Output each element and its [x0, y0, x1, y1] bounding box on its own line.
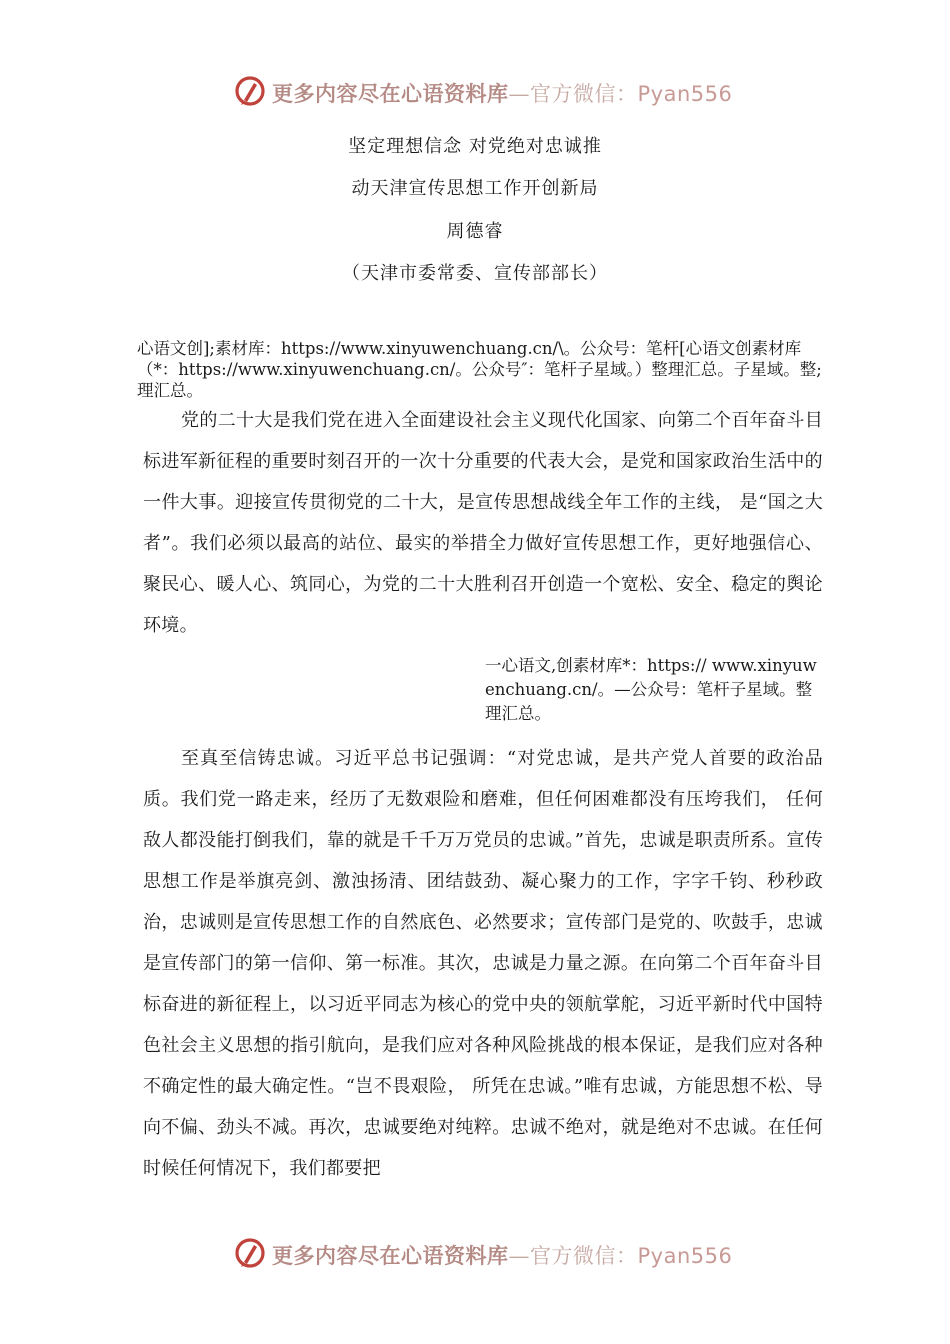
banner-label: 官方微信：: [530, 1244, 638, 1268]
brush-logo-icon: [234, 1236, 266, 1270]
brush-logo-icon: [234, 74, 266, 108]
banner-separator: —: [508, 82, 530, 106]
body-paragraph-2: 至真至信铸忠诚。习近平总书记强调：“对党忠诚，是共产党人首要的政治品质。我们党一路走来，经历了无数艰险和磨难，但任何困难都没有压垮我们， 任何敌人都没能打倒我们，靠的就是千千万万党员的忠诚。”首先，忠诚是职责所系。宣传思想工作是举旗亮剑、激浊扬清、团结鼓劲、凝心聚力的工作，字字千钧、秒秒政治，忠诚则是宣传思想工作的自然底色、必然要求；宣传部门是党的、吹鼓手，忠诚是宣传部门的第一信仰、第一标准。其次，忠诚是力量之源。在向第二个百年奋斗目标奋进的新征程上，以习近平同志为核心的党中央的领航掌舵，习近平新时代中国特色社会主义思想的指引航向，是我们应对各种风险挑战的根本保证，是我们应对各种不确定性的最大确定性。“岂不畏艰险， 所凭在忠诚。”唯有忠诚，方能思想不松、导向不偏、劲头不减。再次，忠诚要绝对纯粹。忠诚不绝对，就是绝对不忠诚。在任何时候任何情况下，我们都要把: [143, 748, 823, 1179]
banner-slogan: 更多内容尽在心语资料库: [272, 81, 509, 106]
banner-text: [272, 1240, 732, 1270]
banner-separator: —: [508, 1244, 530, 1268]
watermark-paragraph: 心语文创];素材库：https://www.xinyuwenchuang.cn/\。公众号：笔杆[心语文创素材库（*：https://www.xinyuwenchuang.cn/。公众号″：笔杆子星域。）整理汇总。子星域。整;理汇总。: [137, 339, 822, 400]
banner-label: 官方微信：: [530, 82, 638, 106]
banner-account: Pyan556: [637, 82, 733, 106]
header-banner: [0, 70, 950, 114]
author-name: 周德睿: [446, 221, 504, 242]
banner-slogan: 更多内容尽在心语资料库: [272, 1243, 509, 1268]
author-affiliation: （天津市委常委、宣传部部长）: [342, 263, 608, 284]
body-paragraph-1: 党的二十大是我们党在进入全面建设社会主义现代化国家、向第二个百年奋斗目标进军新征程的重要时刻召开的一次十分重要的代表大会，是党和国家政治生活中的一件大事。迎接宣传贯彻党的二十大，是宣传思想战线全年工作的主线， 是“国之大者”。我们必须以最高的站位、最实的举措全力做好宣传思想工作，更好地强信心、聚民心、暖人心、筑同心，为党的二十大胜利召开创造一个宽松、安全、稳定的舆论环境。: [143, 410, 823, 636]
footer-banner: [0, 1232, 950, 1276]
banner-account: Pyan556: [637, 1244, 733, 1268]
title-line-2: 动天津宣传思想工作开创新局: [351, 178, 599, 199]
banner-text: [272, 78, 732, 108]
watermark-note: 一心语文,创素材库*：https:// www.xinyuwenchuang.cn/。—公众号：笔杆子星域。整理汇总。: [485, 656, 817, 723]
title-line-1: 坚定理想信念 对党绝对忠诚推: [348, 136, 602, 157]
